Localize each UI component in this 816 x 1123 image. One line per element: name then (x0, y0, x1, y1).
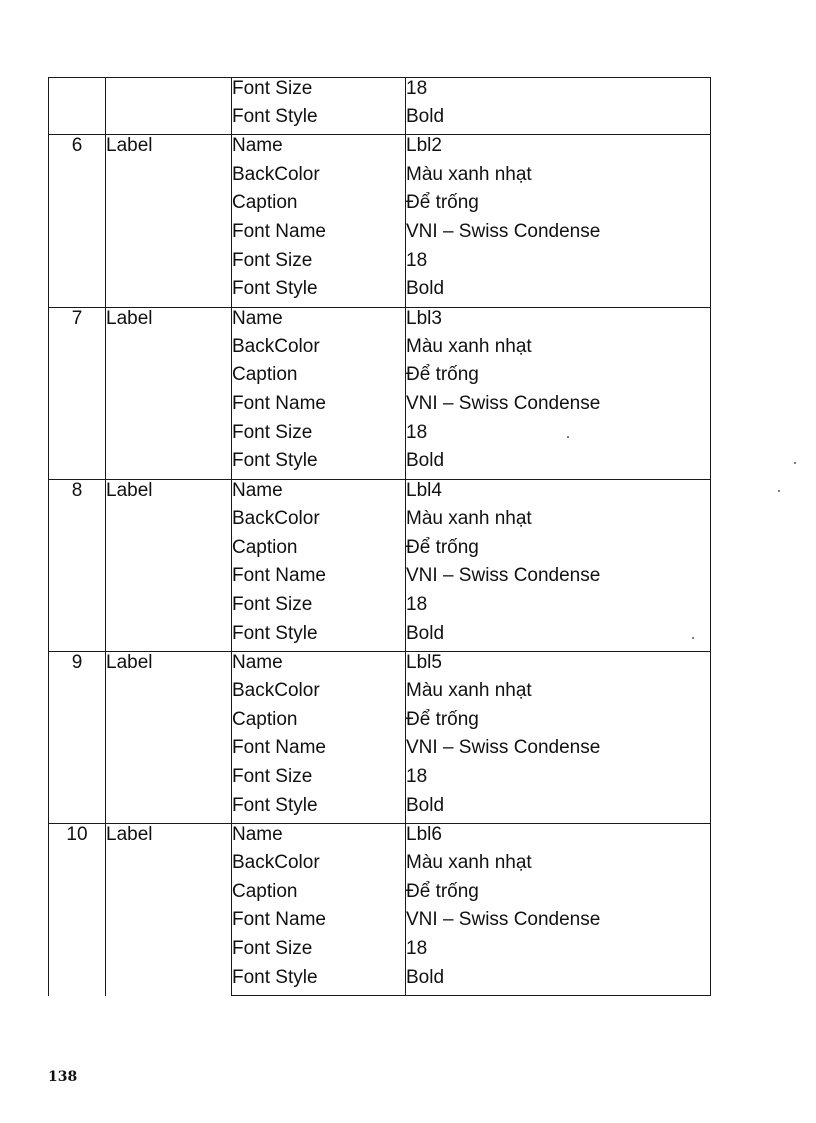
property-value: Màu xanh nhạt (406, 164, 711, 193)
property-value: 18 (406, 766, 711, 795)
row-number-cell (49, 135, 106, 307)
property-name: Name (232, 307, 406, 336)
property-value: Bold (406, 278, 711, 307)
row-number: 6 (71, 135, 83, 157)
property-name: BackColor (232, 852, 406, 881)
row-number-cell (49, 823, 106, 995)
control-type: Label (106, 307, 153, 329)
property-value: Màu xanh nhạt (406, 336, 711, 365)
property-value: 18 (406, 422, 711, 451)
property-value: Bold (406, 623, 711, 652)
property-value: Bold (406, 450, 711, 479)
property-value: Để trống (406, 881, 711, 910)
property-value: 18 (406, 938, 711, 967)
property-value: Lbl3 (406, 307, 711, 336)
property-name: Font Style (232, 450, 406, 479)
table-row (49, 135, 711, 164)
property-name: Font Name (232, 565, 406, 594)
property-value: Để trống (406, 537, 711, 566)
property-value: Để trống (406, 709, 711, 738)
control-type-cell (106, 479, 232, 651)
property-name: Font Style (232, 795, 406, 824)
property-value: VNI – Swiss Condense (406, 565, 711, 594)
table-row (49, 479, 711, 508)
property-name: Font Name (232, 221, 406, 250)
property-name: Font Style (232, 623, 406, 652)
properties-table (48, 77, 711, 996)
control-type-cell (106, 135, 232, 307)
property-name: BackColor (232, 508, 406, 537)
scan-speck (794, 462, 796, 464)
property-name: Name (232, 135, 406, 164)
control-type-cell (106, 651, 232, 823)
property-name: Font Style (232, 278, 406, 307)
property-name: Caption (232, 709, 406, 738)
control-type: Label (106, 823, 153, 845)
property-value: Màu xanh nhạt (406, 680, 711, 709)
property-name: Font Size (232, 938, 406, 967)
control-type: Label (106, 135, 153, 157)
row-number: 7 (71, 307, 83, 329)
property-name: Font Name (232, 737, 406, 766)
property-name: Font Name (232, 909, 406, 938)
control-type-cell (106, 307, 232, 479)
control-type: Label (106, 479, 153, 501)
property-value: VNI – Swiss Condense (406, 909, 711, 938)
property-name: BackColor (232, 336, 406, 365)
property-name: Name (232, 823, 406, 852)
property-name: Caption (232, 537, 406, 566)
property-name: BackColor (232, 680, 406, 709)
property-value: Bold (406, 795, 711, 824)
row-number-cell (49, 307, 106, 479)
property-value: VNI – Swiss Condense (406, 393, 711, 422)
control-type-cell (106, 78, 232, 135)
property-value: Lbl6 (406, 823, 711, 852)
property-value: Bold (406, 106, 711, 135)
property-value: 18 (406, 250, 711, 279)
property-name: Name (232, 479, 406, 508)
property-name: Font Size (232, 250, 406, 279)
table-row (49, 651, 711, 680)
property-name: Name (232, 651, 406, 680)
table-row (49, 307, 711, 336)
row-number: 8 (71, 479, 83, 501)
property-name: Font Size (232, 422, 406, 451)
property-value: VNI – Swiss Condense (406, 221, 711, 250)
property-value: 18 (406, 594, 711, 623)
control-type: Label (106, 651, 153, 673)
property-value: Màu xanh nhạt (406, 508, 711, 537)
scan-speck (567, 436, 569, 438)
page-number: 138 (48, 1069, 78, 1085)
property-value: Bold (406, 967, 711, 996)
property-name: Font Name (232, 393, 406, 422)
properties-table-body (49, 78, 711, 996)
property-value: Lbl4 (406, 479, 711, 508)
property-value: Màu xanh nhạt (406, 852, 711, 881)
table-row (49, 823, 711, 852)
table-row (49, 78, 711, 107)
row-number-cell (49, 78, 106, 135)
scan-speck (692, 637, 694, 639)
property-name: Font Size (232, 594, 406, 623)
property-name: Caption (232, 192, 406, 221)
property-name: Caption (232, 881, 406, 910)
property-value: 18 (406, 78, 711, 107)
property-value: Để trống (406, 364, 711, 393)
property-name: BackColor (232, 164, 406, 193)
scan-speck (778, 490, 780, 492)
row-number: 9 (71, 651, 83, 673)
control-type-cell (106, 823, 232, 995)
property-name: Font Style (232, 106, 406, 135)
row-number-cell (49, 651, 106, 823)
row-number: 10 (66, 823, 88, 845)
property-value: VNI – Swiss Condense (406, 737, 711, 766)
property-name: Caption (232, 364, 406, 393)
row-number-cell (49, 479, 106, 651)
property-name: Font Size (232, 766, 406, 795)
property-value: Để trống (406, 192, 711, 221)
property-name: Font Size (232, 78, 406, 107)
property-name: Font Style (232, 967, 406, 996)
property-value: Lbl5 (406, 651, 711, 680)
property-value: Lbl2 (406, 135, 711, 164)
